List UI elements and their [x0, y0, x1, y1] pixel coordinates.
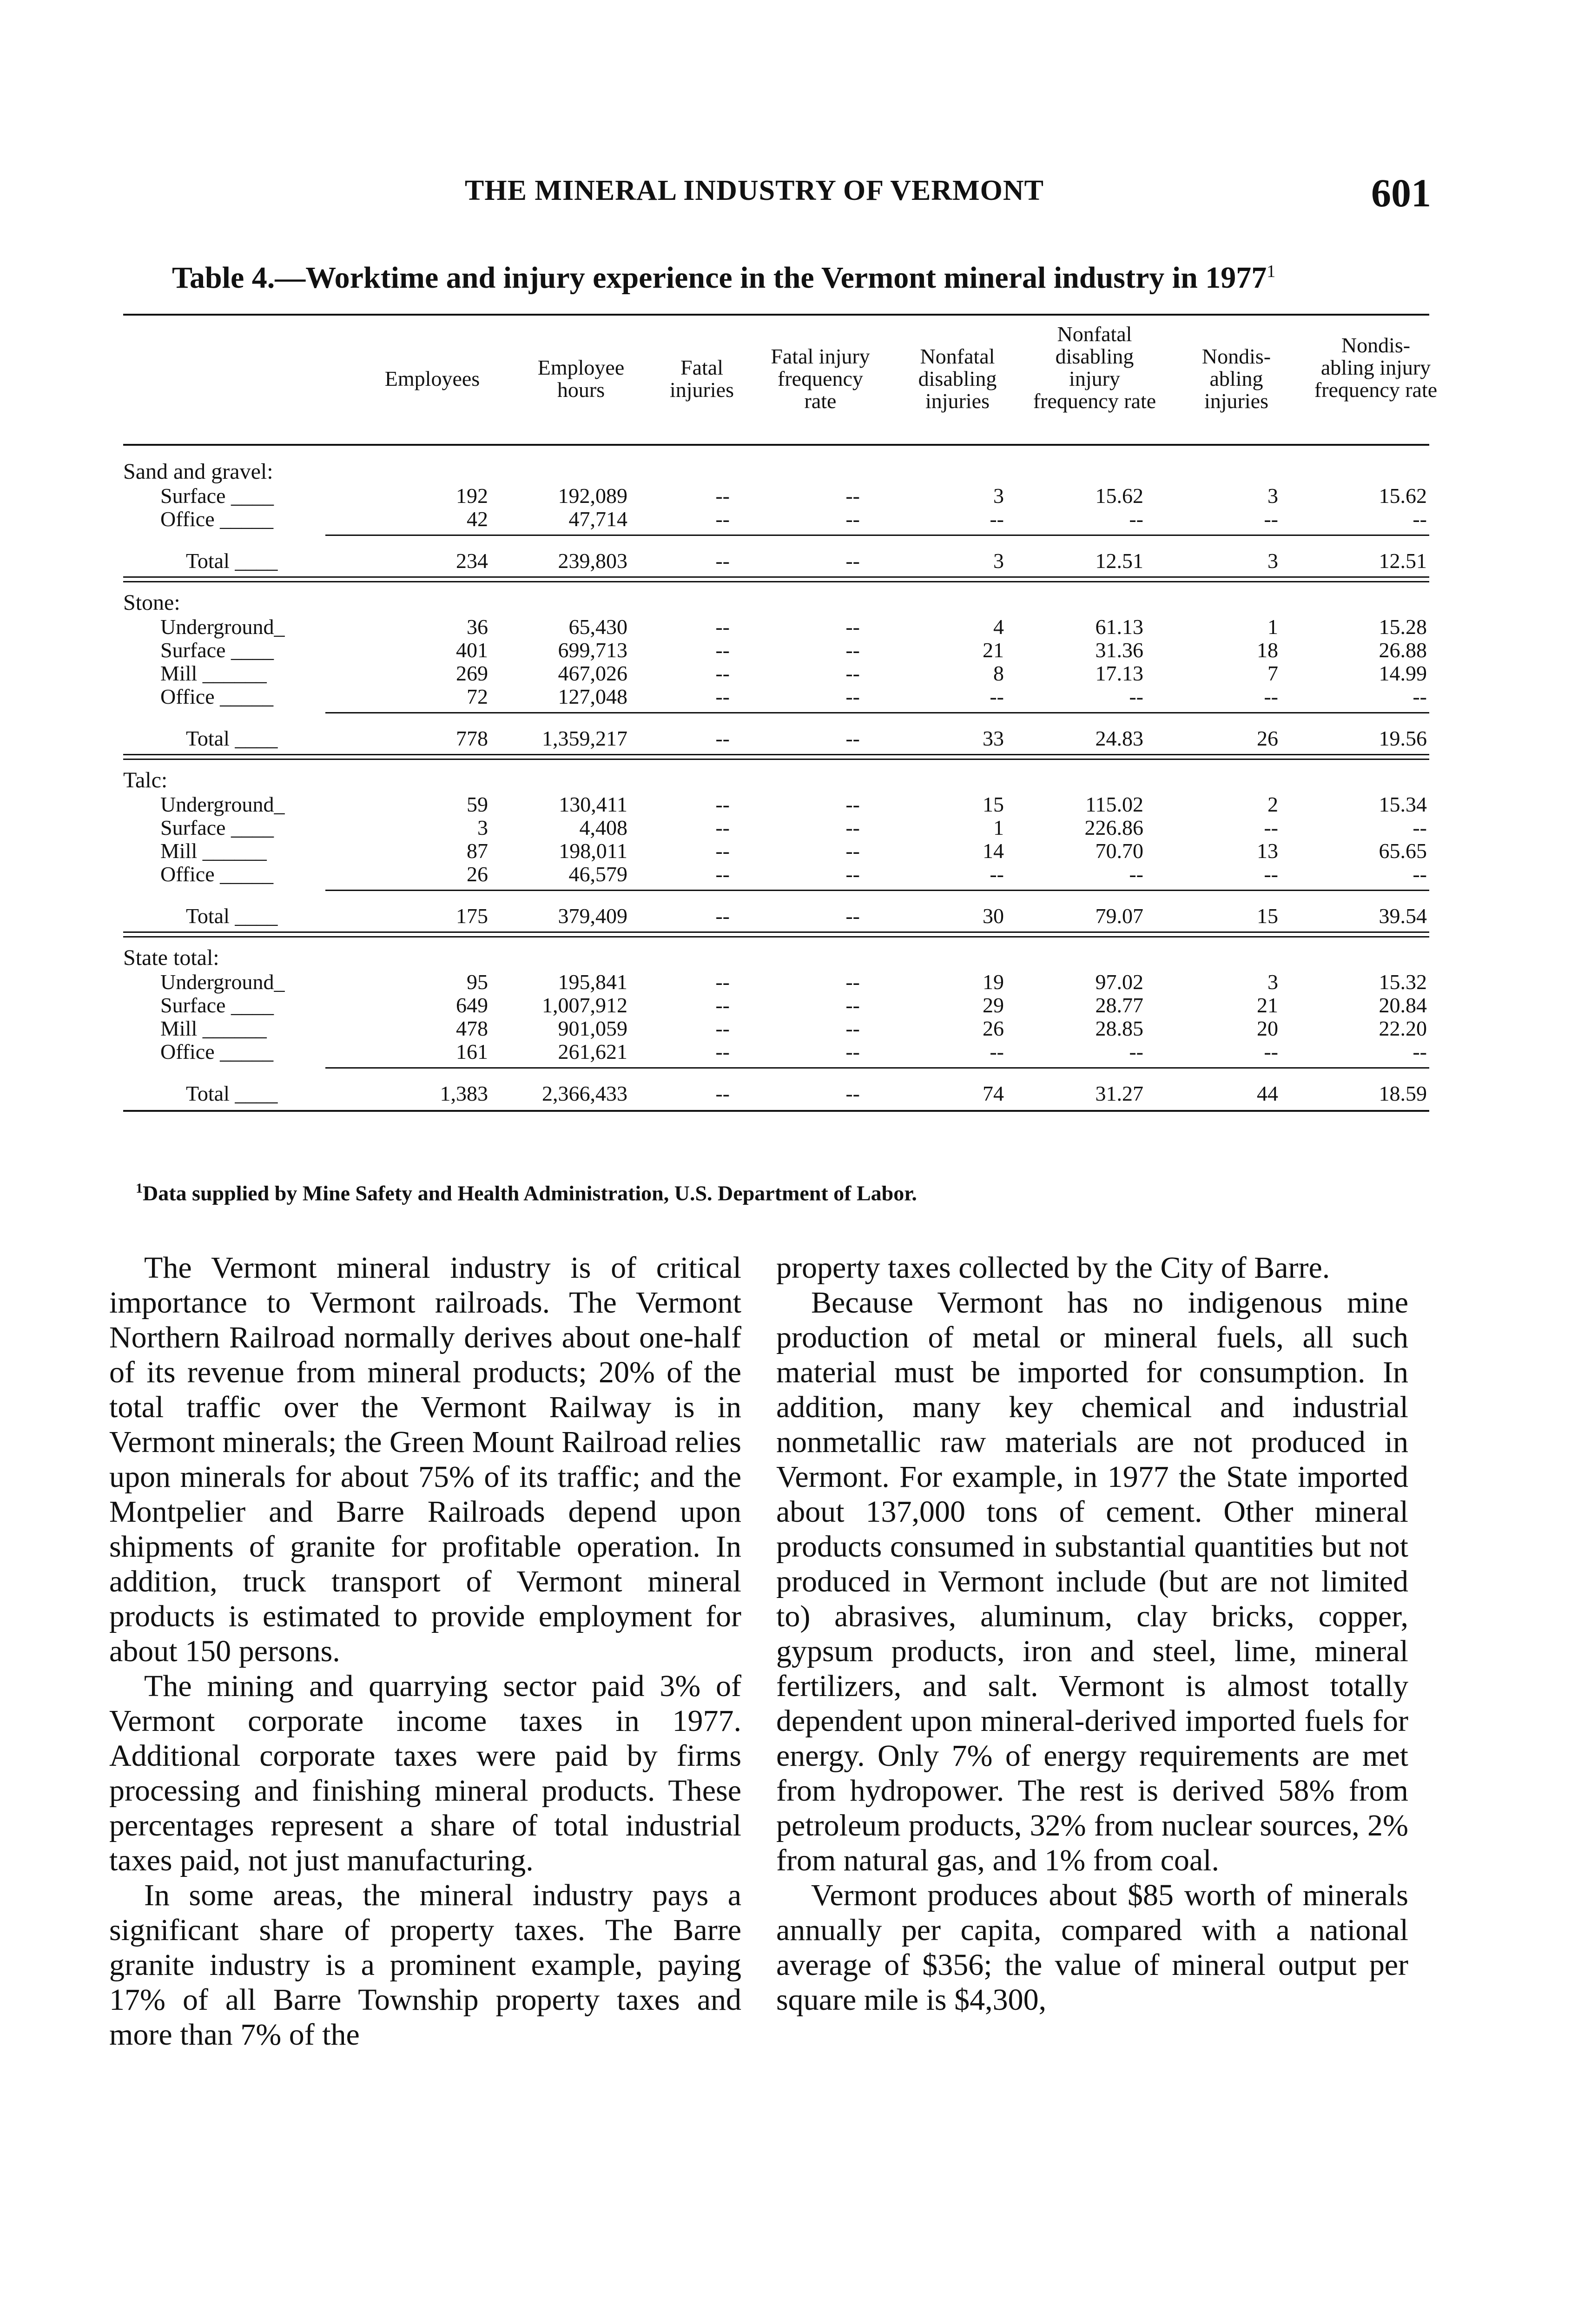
table-cell: 192: [456, 484, 488, 508]
table-cell: 649: [456, 993, 488, 1017]
row-label: Surface ____: [160, 638, 274, 662]
table-cell: 2: [1267, 792, 1278, 816]
table-cell: --: [1129, 507, 1143, 531]
paragraph: In some areas, the mineral industry pays a significant share of property taxes. The Barre granite industry is a prominent example, paying 17% of all Barre Township property taxes and more than 7% of the: [109, 1878, 741, 2052]
table-cell: 4: [993, 615, 1004, 639]
body-column-left: [109, 1250, 741, 2052]
table-cell: --: [845, 615, 860, 639]
total-cell: 30: [983, 904, 1004, 928]
table-cell: --: [990, 685, 1004, 708]
row-label: Office _____: [160, 507, 274, 531]
total-cell: 18.59: [1379, 1082, 1427, 1105]
table-cell: --: [1413, 862, 1427, 886]
table-cell: --: [715, 816, 730, 839]
table-cell: 4,408: [579, 816, 627, 839]
table-rule: [123, 759, 1429, 760]
table-cell: 467,026: [558, 661, 627, 685]
total-cell: --: [715, 904, 730, 928]
table-cell: --: [1264, 685, 1278, 708]
column-header: Nonfatal disabling injuries: [918, 344, 997, 413]
table-cell: --: [1264, 816, 1278, 839]
table-cell: 699,713: [558, 638, 627, 662]
total-cell: 3: [1267, 549, 1278, 573]
total-cell: 3: [993, 549, 1004, 573]
table-cell: --: [1264, 507, 1278, 531]
table-cell: 46,579: [568, 862, 627, 886]
row-label: Mill ______: [160, 661, 267, 685]
table-cell: 14.99: [1379, 661, 1427, 685]
running-title: THE MINERAL INDUSTRY OF VERMONT: [465, 175, 1044, 206]
total-cell: --: [715, 726, 730, 750]
table-cell: 59: [467, 792, 488, 816]
table-cell: --: [715, 661, 730, 685]
table-cell: 70.70: [1095, 839, 1143, 863]
table-cell: 13: [1257, 839, 1278, 863]
table-cell: --: [1264, 1040, 1278, 1063]
table-cell: 20.84: [1379, 993, 1427, 1017]
table-rule: [123, 754, 1429, 755]
table-rule: [325, 712, 1429, 713]
table-cell: --: [845, 507, 860, 531]
table-cell: 226.86: [1084, 816, 1143, 839]
table-cell: 19: [983, 970, 1004, 994]
row-label: Office _____: [160, 1040, 274, 1063]
table-cell: --: [990, 1040, 1004, 1063]
table-cell: 901,059: [558, 1017, 627, 1040]
total-label: Total ____: [186, 904, 278, 928]
total-cell: --: [845, 904, 860, 928]
total-cell: --: [845, 726, 860, 750]
row-label: Surface ____: [160, 816, 274, 839]
table-rule: [325, 890, 1429, 891]
table-cell: --: [845, 1040, 860, 1063]
table-cell: 36: [467, 615, 488, 639]
table-rule: [325, 535, 1429, 536]
total-cell: 39.54: [1379, 904, 1427, 928]
paragraph: Vermont produces about $85 worth of minerals annually per capita, compared with a national average of $356; the value of mineral output per square mile is $4,300,: [776, 1878, 1408, 2017]
total-cell: 33: [983, 726, 1004, 750]
table-cell: 7: [1267, 661, 1278, 685]
table-cell: --: [845, 839, 860, 863]
table-cell: 3: [1267, 484, 1278, 508]
column-header: Employees: [384, 367, 480, 390]
total-cell: 379,409: [558, 904, 627, 928]
table-cell: 127,048: [558, 685, 627, 708]
page-number: 601: [1371, 171, 1431, 215]
row-label: Underground_: [160, 792, 285, 816]
paragraph: The mining and quarrying sector paid 3% of Vermont corporate income taxes in 1977. Additional corporate taxes were paid by firms processing and finishing mineral products. These percentages represent a share of total industrial taxes paid, not just manufacturing.: [109, 1669, 741, 1877]
column-header: Employee hours: [537, 356, 625, 402]
total-cell: 24.83: [1095, 726, 1143, 750]
table-cell: 3: [993, 484, 1004, 508]
table-rule: [123, 576, 1429, 578]
table-cell: --: [715, 792, 730, 816]
table-cell: 3: [1267, 970, 1278, 994]
table-cell: --: [1413, 685, 1427, 708]
table-cell: --: [715, 970, 730, 994]
table-cell: 31.36: [1095, 638, 1143, 662]
column-header: Nonfatal disabling injury frequency rate: [1033, 322, 1156, 413]
table-cell: 1,007,912: [542, 993, 627, 1017]
table-cell: 17.13: [1095, 661, 1143, 685]
total-cell: 19.56: [1379, 726, 1427, 750]
body-column-right: [776, 1250, 1408, 2017]
table-rule: [123, 444, 1429, 446]
total-cell: 79.07: [1095, 904, 1143, 928]
table-cell: --: [715, 638, 730, 662]
row-label: Mill ______: [160, 1017, 267, 1040]
table-cell: 161: [456, 1040, 488, 1063]
table-cell: 401: [456, 638, 488, 662]
total-cell: 175: [456, 904, 488, 928]
table-cell: --: [715, 484, 730, 508]
table-cell: 26.88: [1379, 638, 1427, 662]
table-rule: [123, 1110, 1429, 1112]
table-cell: --: [715, 1040, 730, 1063]
table-cell: --: [1264, 862, 1278, 886]
table-cell: --: [845, 970, 860, 994]
table-cell: 115.02: [1085, 792, 1143, 816]
total-cell: 2,366,433: [542, 1082, 627, 1105]
paragraph: Because Vermont has no indigenous mine production of metal or mineral fuels, all such material must be imported for consumption. In addition, many key chemical and industrial nonmetallic raw materials are not produced in Vermont. For example, in 1977 the State imported about 137,000 tons of cement. Other mineral products consumed in substantial quantities but not produced in Vermont include (but are not limited to) abrasives, aluminum, clay bricks, copper, gypsum products, iron and steel, lime, mineral fertilizers, and salt. Vermont is almost totally dependent upon mineral-derived imported fuels for energy. Only 7% of energy requirements are met from hydropower. The rest is derived 58% from petroleum products, 32% from nuclear sources, 2% from natural gas, and 1% from coal.: [776, 1286, 1408, 1877]
column-header: Nondis- abling injury frequency rate: [1314, 333, 1438, 402]
row-label: Office _____: [160, 862, 274, 886]
table-cell: --: [715, 615, 730, 639]
table-cell: --: [715, 507, 730, 531]
table-cell: 28.85: [1095, 1017, 1143, 1040]
table-rule: [123, 931, 1429, 933]
table-cell: 15.62: [1095, 484, 1143, 508]
table-cell: --: [715, 1017, 730, 1040]
table-rule: [325, 1067, 1429, 1069]
table-cell: 65.65: [1379, 839, 1427, 863]
table-cell: 20: [1257, 1017, 1278, 1040]
table-cell: --: [1413, 1040, 1427, 1063]
table-cell: --: [1129, 1040, 1143, 1063]
table-cell: 15.32: [1379, 970, 1427, 994]
table-cell: --: [715, 862, 730, 886]
table-cell: 261,621: [558, 1040, 627, 1063]
row-label: Mill ______: [160, 839, 267, 863]
paragraph: property taxes collected by the City of Barre.: [776, 1251, 1330, 1285]
total-cell: --: [845, 1082, 860, 1105]
table-cell: --: [845, 661, 860, 685]
table-cell: 478: [456, 1017, 488, 1040]
table-cell: --: [1129, 862, 1143, 886]
total-cell: 12.51: [1379, 549, 1427, 573]
table-cell: --: [845, 484, 860, 508]
column-header: Fatal injury frequency rate: [771, 344, 870, 413]
table-cell: --: [845, 862, 860, 886]
table-cell: 130,411: [559, 792, 627, 816]
total-cell: 778: [456, 726, 488, 750]
table-footnote: $^1$Data supplied by Mine Safety and Health Administration, U.S. Department of Labor.: [136, 1181, 917, 1205]
table-cell: --: [715, 839, 730, 863]
table-cell: 269: [456, 661, 488, 685]
table-cell: 95: [467, 970, 488, 994]
total-label: Total ____: [186, 1082, 278, 1105]
table-title: Table 4.—Worktime and injury experience in the Vermont mineral industry in 1977$^1$: [172, 261, 1276, 295]
table-cell: --: [845, 792, 860, 816]
table-cell: 65,430: [568, 615, 627, 639]
total-cell: 1,359,217: [542, 726, 627, 750]
row-label: Underground_: [160, 615, 285, 639]
table-rule: [123, 581, 1429, 582]
table-cell: 198,011: [559, 839, 627, 863]
table-cell: 26: [983, 1017, 1004, 1040]
table-cell: 22.20: [1379, 1017, 1427, 1040]
table-cell: 14: [983, 839, 1004, 863]
row-label: Surface ____: [160, 993, 274, 1017]
table-cell: 18: [1257, 638, 1278, 662]
total-label: Total ____: [186, 726, 278, 750]
table-cell: 72: [467, 685, 488, 708]
table-cell: --: [1413, 507, 1427, 531]
table-cell: 15: [983, 792, 1004, 816]
total-label: Total ____: [186, 549, 278, 573]
table-cell: 61.13: [1095, 615, 1143, 639]
table-cell: 21: [1257, 993, 1278, 1017]
total-cell: --: [715, 1082, 730, 1105]
table-rule: [123, 936, 1429, 938]
group-label: Sand and gravel:: [123, 459, 273, 484]
table-cell: 28.77: [1095, 993, 1143, 1017]
total-cell: 239,803: [558, 549, 627, 573]
table-cell: --: [715, 685, 730, 708]
table-cell: 26: [467, 862, 488, 886]
table-cell: --: [990, 862, 1004, 886]
table-rule: [123, 314, 1429, 316]
row-label: Surface ____: [160, 484, 274, 508]
table-cell: 192,089: [558, 484, 627, 508]
table-cell: 8: [993, 661, 1004, 685]
column-header: Fatal injuries: [670, 356, 734, 402]
table-cell: 29: [983, 993, 1004, 1017]
table-cell: --: [845, 1017, 860, 1040]
table-cell: 87: [467, 839, 488, 863]
group-label: Talc:: [123, 768, 168, 792]
table-cell: 47,714: [568, 507, 627, 531]
total-cell: 12.51: [1095, 549, 1143, 573]
table-cell: 21: [983, 638, 1004, 662]
table-cell: 195,841: [558, 970, 627, 994]
total-cell: 44: [1257, 1082, 1278, 1105]
total-cell: --: [845, 549, 860, 573]
group-label: State total:: [123, 945, 219, 970]
total-cell: 1,383: [440, 1082, 488, 1105]
total-cell: 15: [1257, 904, 1278, 928]
table-cell: --: [845, 685, 860, 708]
table-cell: --: [1413, 816, 1427, 839]
total-cell: 31.27: [1095, 1082, 1143, 1105]
group-label: Stone:: [123, 590, 180, 615]
table-cell: 15.28: [1379, 615, 1427, 639]
table-cell: 3: [477, 816, 488, 839]
table-cell: --: [1129, 685, 1143, 708]
table-cell: 42: [467, 507, 488, 531]
table-cell: --: [845, 816, 860, 839]
table-cell: --: [845, 993, 860, 1017]
column-header: Nondis- abling injuries: [1201, 344, 1271, 413]
table-cell: 15.62: [1379, 484, 1427, 508]
row-label: Underground_: [160, 970, 285, 994]
table-cell: 1: [1267, 615, 1278, 639]
paragraph: The Vermont mineral industry is of critical importance to Vermont railroads. The Vermont Northern Railroad normally derives about one-half of its revenue from mineral products; 20% of the total traffic over the Vermont Railway is in Vermont minerals; the Green Mount Railroad relies upon minerals for about 75% of its traffic; and the Montpelier and Barre Railroads depend upon shipments of granite for profitable operation. In addition, truck transport of Vermont mineral products is estimated to provide employment for about 150 persons.: [109, 1251, 741, 1668]
table-cell: 97.02: [1095, 970, 1143, 994]
table-cell: --: [845, 638, 860, 662]
table-cell: 1: [993, 816, 1004, 839]
total-cell: 26: [1257, 726, 1278, 750]
total-cell: --: [715, 549, 730, 573]
table-cell: 15.34: [1379, 792, 1427, 816]
total-cell: 74: [983, 1082, 1004, 1105]
total-cell: 234: [456, 549, 488, 573]
row-label: Office _____: [160, 685, 274, 708]
table-cell: --: [715, 993, 730, 1017]
table-cell: --: [990, 507, 1004, 531]
